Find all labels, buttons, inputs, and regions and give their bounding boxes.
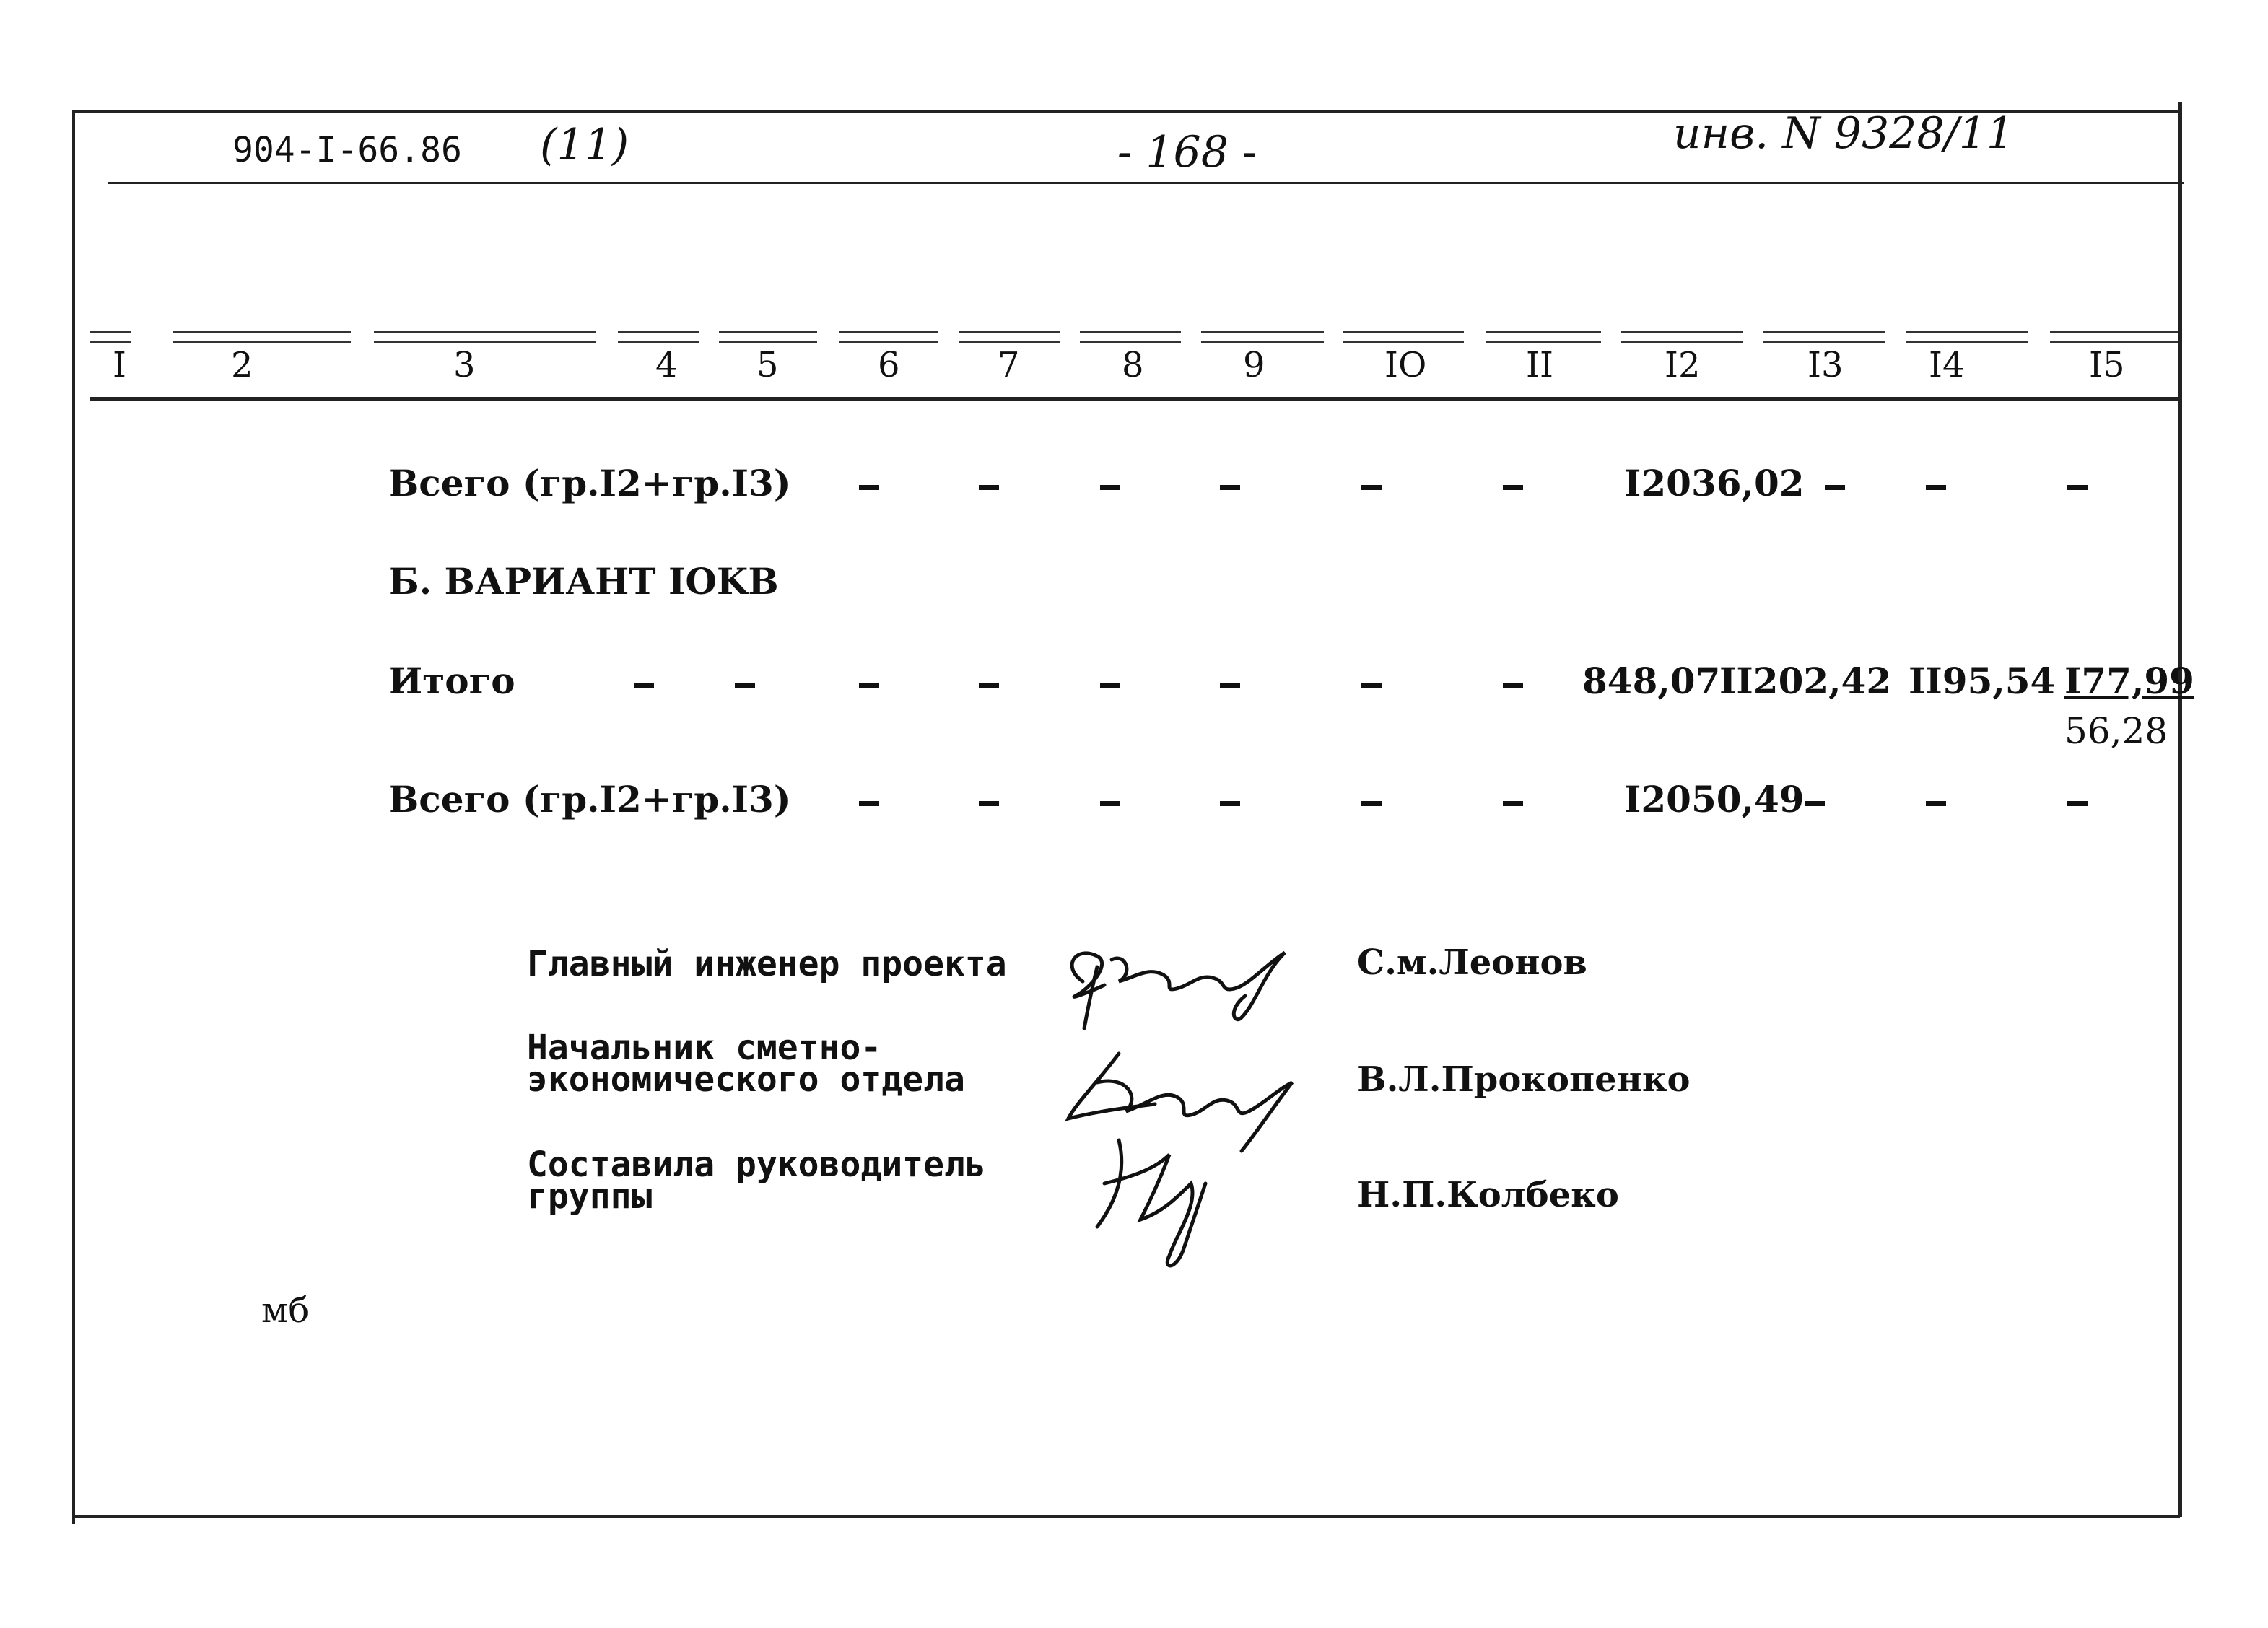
signature-role-head-line1: Начальник сметно- (527, 1028, 882, 1068)
col-rule-6 (839, 331, 938, 343)
dash (1100, 485, 1120, 490)
col-rule-15 (2050, 331, 2178, 343)
dash (1361, 683, 1382, 688)
row-itogo-col12: 848,07 (1582, 660, 1721, 702)
dash (1503, 683, 1523, 688)
col-rule-4 (618, 331, 699, 343)
frame-header-bottom (108, 182, 2184, 184)
row-itogo-col15-bottom: 56,28 (2064, 710, 2168, 752)
col-rule-13 (1763, 331, 1885, 343)
page-number: - 168 - (1117, 127, 1257, 178)
dash (1361, 801, 1382, 806)
col-rule-9 (1201, 331, 1324, 343)
col-rule-2 (173, 331, 351, 343)
header-underline (90, 397, 2180, 401)
dash (1805, 801, 1825, 806)
row-itogo-col15-top: I77,99 (2064, 660, 2194, 702)
signature-name-kolbeko: Н.П.Колбеко (1357, 1175, 1619, 1215)
signature-leonov-handwriting (1047, 924, 1307, 1039)
row-total1-label: Всего (гр.I2+гр.I3) (388, 462, 791, 504)
signature-name-leonov: С.м.Леонов (1357, 942, 1587, 983)
dash (979, 485, 999, 490)
dash (979, 683, 999, 688)
dash (1825, 485, 1845, 490)
col-header-7: 7 (998, 345, 1020, 385)
col-rule-7 (959, 331, 1060, 343)
signature-name-prokopenko: В.Л.Прокопенко (1357, 1059, 1691, 1100)
col-header-14: I4 (1929, 345, 1965, 385)
col-header-12: I2 (1665, 345, 1701, 385)
col-rule-11 (1486, 331, 1601, 343)
col-rule-5 (719, 331, 817, 343)
dash (2067, 801, 2088, 806)
col-header-6: 6 (878, 345, 900, 385)
col-rule-12 (1621, 331, 1743, 343)
signature-kolbeko-handwriting (1076, 1126, 1234, 1270)
col-rule-10 (1343, 331, 1464, 343)
col-header-9: 9 (1243, 345, 1265, 385)
dash (1220, 485, 1240, 490)
row-variant-label: Б. ВАРИАНТ IOKB (388, 560, 779, 603)
row-itogo-col14: II95,54 (1909, 660, 2056, 702)
dash (979, 801, 999, 806)
col-header-3: 3 (453, 345, 476, 385)
dash (1503, 485, 1523, 490)
dash (634, 683, 654, 688)
dash (859, 801, 879, 806)
sheet-note: (11) (540, 120, 629, 170)
row-total2-col12: I2050,49 (1624, 778, 1805, 820)
col-header-11: II (1526, 345, 1553, 385)
col-rule-1 (90, 331, 131, 343)
dash (1100, 801, 1120, 806)
dash (859, 485, 879, 490)
col-rule-14 (1906, 331, 2028, 343)
row-total2-label: Всего (гр.I2+гр.I3) (388, 778, 791, 820)
frame-left (72, 110, 75, 1524)
dash (2067, 485, 2088, 490)
col-header-8: 8 (1122, 345, 1144, 385)
frame-right (2178, 102, 2182, 1517)
dash (1220, 801, 1240, 806)
col-header-1: I (113, 345, 126, 385)
col-header-5: 5 (756, 345, 779, 385)
dash (1361, 485, 1382, 490)
dash (735, 683, 755, 688)
col-header-15: I5 (2089, 345, 2125, 385)
signature-role-compiler-line2: группы (527, 1176, 653, 1217)
col-header-4: 4 (655, 345, 678, 385)
signature-role-head-line2: экономического отдела (527, 1059, 965, 1100)
dash (1926, 485, 1946, 490)
row-total1-col12: I2036,02 (1624, 462, 1805, 504)
row-itogo-col13: II202,42 (1719, 660, 1892, 702)
inventory-number: инв. N 9328/11 (1673, 108, 2015, 159)
signature-role-compiler-line1: Составила руководитель (527, 1145, 986, 1185)
col-header-2: 2 (231, 345, 253, 385)
signature-role-chief-engineer: Главный инженер проекта (527, 944, 1007, 984)
col-header-13: I3 (1807, 345, 1844, 385)
frame-bottom (72, 1515, 2180, 1518)
col-rule-8 (1080, 331, 1181, 343)
dash (1503, 801, 1523, 806)
doc-code: 904-I-66.86 (232, 130, 462, 170)
dash (1926, 801, 1946, 806)
footer-mark: мб (261, 1290, 310, 1331)
dash (1100, 683, 1120, 688)
col-rule-3 (374, 331, 596, 343)
col-header-10: IO (1384, 345, 1427, 385)
dash (1220, 683, 1240, 688)
row-itogo-label: Итого (388, 660, 515, 702)
dash (859, 683, 879, 688)
